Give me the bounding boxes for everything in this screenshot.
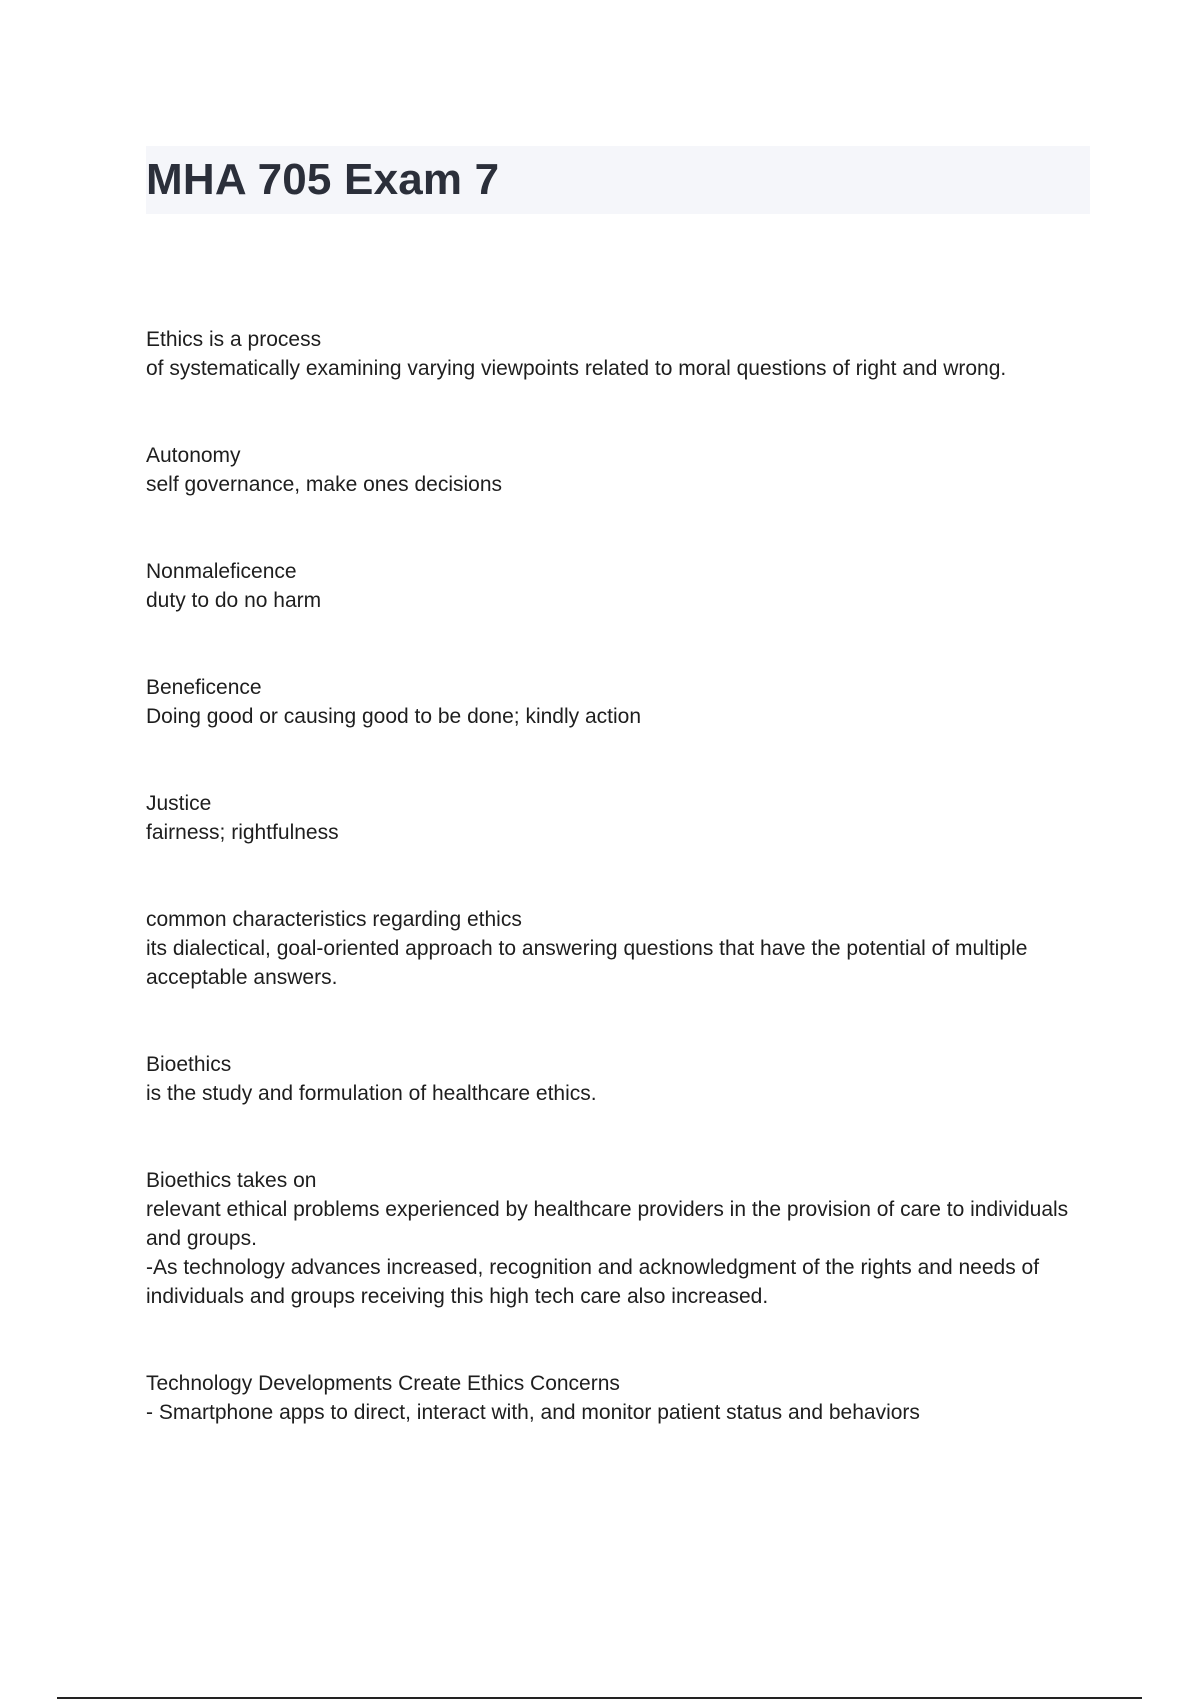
card-beneficence	[146, 673, 1096, 731]
card-definition: Doing good or causing good to be done; kindly action	[146, 705, 642, 728]
card-definition: is the study and formulation of healthcare ethics.	[146, 1082, 597, 1105]
card-definition: duty to do no harm	[146, 589, 322, 612]
title-banner	[146, 146, 1090, 214]
card-term: Beneficence	[146, 676, 262, 699]
card-definition: - Smartphone apps to direct, interact with, and monitor patient status and behaviors	[146, 1401, 920, 1424]
card-autonomy	[146, 441, 1096, 499]
card-technology-developments	[146, 1369, 1096, 1427]
card-term: Bioethics takes on	[146, 1169, 317, 1192]
card-nonmaleficence	[146, 557, 1096, 615]
card-term: Nonmaleficence	[146, 560, 297, 583]
card-definition: relevant ethical problems experienced by healthcare providers in the provision of care to individuals and groups. -As technology advances increased, recognition and acknowledgment of the rights and needs of individuals and groups receiving this high tech care also increased.	[146, 1198, 1069, 1308]
card-term: Autonomy	[146, 444, 241, 467]
card-bioethics-takes-on	[146, 1166, 1096, 1311]
card-term: Technology Developments Create Ethics Concerns	[146, 1372, 620, 1395]
flashcard-list	[146, 325, 1096, 1485]
card-definition: fairness; rightfulness	[146, 821, 339, 844]
document-title: MHA 705 Exam 7	[146, 155, 500, 204]
card-term: common characteristics regarding ethics	[146, 908, 522, 931]
card-common-characteristics	[146, 905, 1096, 992]
card-definition: of systematically examining varying viewpoints related to moral questions of right and wrong.	[146, 357, 1007, 380]
card-definition: self governance, make ones decisions	[146, 473, 503, 496]
card-bioethics	[146, 1050, 1096, 1108]
card-term: Ethics is a process	[146, 328, 322, 351]
card-term: Justice	[146, 792, 212, 815]
card-ethics-process	[146, 325, 1096, 383]
footer-divider	[57, 1697, 1142, 1699]
card-definition: its dialectical, goal-oriented approach to answering questions that have the potential of multiple acceptable answers.	[146, 937, 1028, 989]
card-term: Bioethics	[146, 1053, 232, 1076]
card-justice	[146, 789, 1096, 847]
